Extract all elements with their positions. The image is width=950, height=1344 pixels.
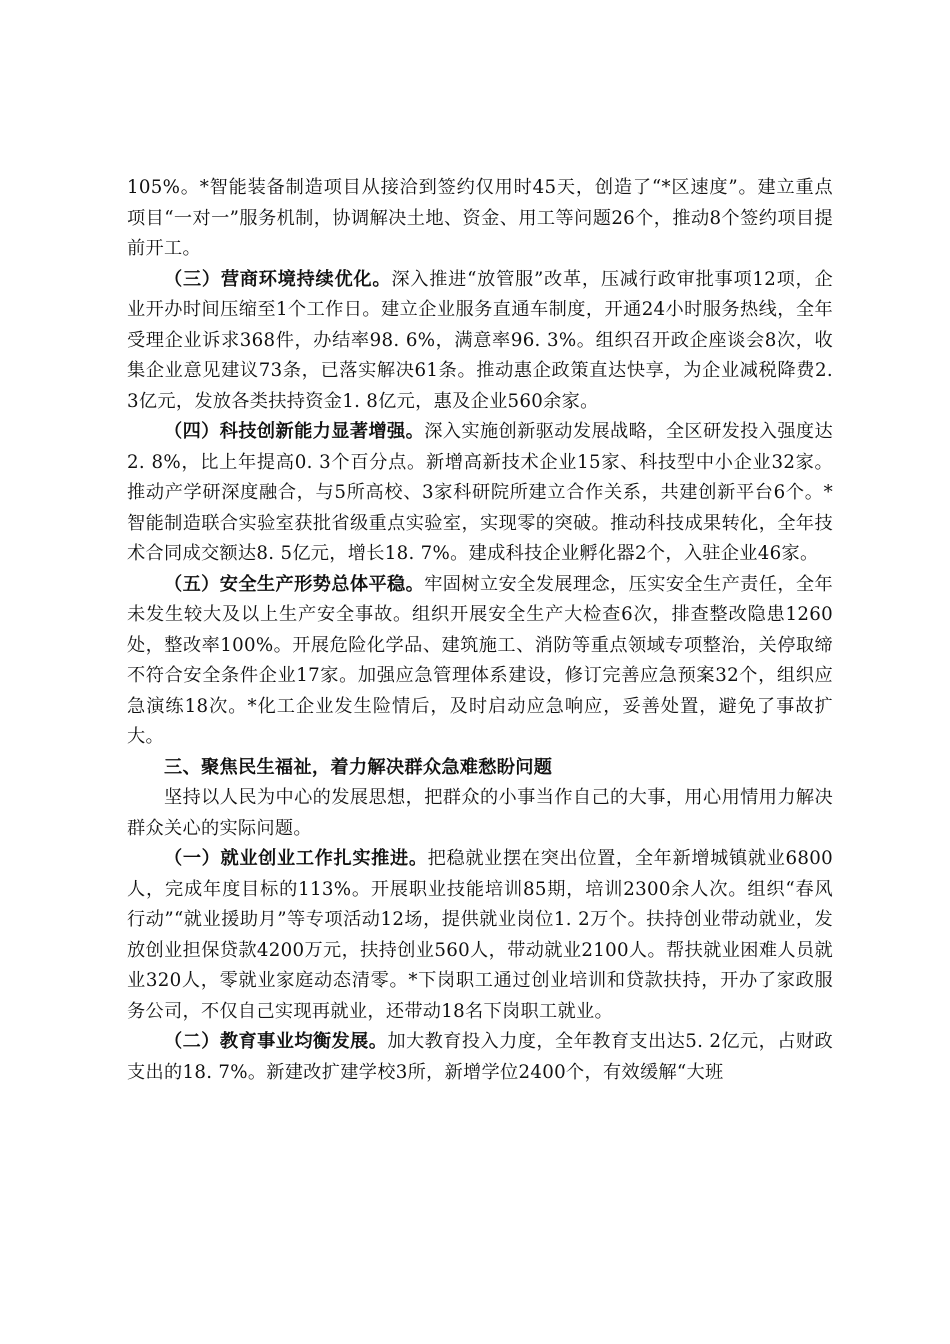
section-heading: 三、聚焦民生福祉，着力解决群众急难愁盼问题 (164, 756, 553, 778)
paragraph-text: 牢固树立安全发展理念，压实安全生产责任，全年未发生较大及以上生产安全事故。组织开展安全生产大检查6次，排查整改隐患1260处，整改率100%。开展危险化学品、建筑施工、消防等重点领域专项整治，关停取缔不符合安全条件企业17家。加强应急管理体系建设，修订完善应急预案32个，组织应急演练18次。*化工企业发生险情后，及时启动应急响应，妥善处置，避免了事故扩大。 (127, 573, 833, 747)
paragraph-text: 深入实施创新驱动发展战略，全区研发投入强度达2. 8%，比上年提高0. 3个百分点。新增高新技术企业15家、科技型中小企业32家。推动产学研深度融合，与5所高校、3家科研院所建立合作关系，共建创新平台6个。*智能制造联合实验室获批省级重点实验室，实现零的突破。推动科技成果转化，全年技术合同成交额达8. 5亿元，增长18. 7%。建成科技企业孵化器2个，入驻企业46家。 (127, 421, 833, 564)
paragraph-tech-innovation (127, 417, 833, 570)
document-page (127, 173, 833, 1088)
paragraph-text: 把稳就业摆在突出位置，全年新增城镇就业6800人，完成年度目标的113%。开展职业技能培训85期，培训2300余人次。组织“春风行动”“就业援助月”等专项活动12场，提供就业岗位1. 2万个。扶持创业带动就业，发放创业担保贷款4200万元，扶持创业560人，带动就业2100人。帮扶就业困难人员就业320人，零就业家庭动态清零。*下岗职工通过创业培训和贷款扶持，开办了家政服务公司，不仅自己实现再就业，还带动18名下岗职工就业。 (127, 848, 833, 1022)
paragraph-lead: （二）教育事业均衡发展。 (164, 1031, 388, 1052)
paragraph-text: 坚持以人民为中心的发展思想，把群众的小事当作自己的大事，用心用情用力解决群众关心的实际问题。 (127, 787, 833, 839)
paragraph-employment (127, 844, 833, 1027)
paragraph-continuation (127, 173, 833, 265)
paragraph-safety-production (127, 570, 833, 753)
paragraph-lead: （五）安全生产形势总体平稳。 (164, 573, 425, 595)
paragraph-business-environment (127, 265, 833, 418)
paragraph-lead: （三）营商环境持续优化。 (164, 268, 392, 290)
paragraph-lead: （四）科技创新能力显著增强。 (164, 421, 425, 442)
paragraph-text: 加大教育投入力度，全年教育支出达5. 2亿元，占财政支出的18. 7%。新建改扩建学校3所，新增学位2400个，有效缓解“大班 (127, 1031, 833, 1083)
paragraph-text: 深入推进“放管服”改革，压减行政审批事项12项，企业开办时间压缩至1个工作日。建立企业服务直通车制度，开通24小时服务热线，全年受理企业诉求368件，办结率98. 6%，满意率96. 3%。组织召开政企座谈会8次，收集企业意见建议73条，已落实解决61条。推动惠企政策直达快享，为企业减税降费2. 3亿元，发放各类扶持资金1. 8亿元，惠及企业560余家。 (127, 268, 833, 412)
paragraph-section-intro (127, 783, 833, 844)
paragraph-education (127, 1027, 833, 1088)
paragraph-text: 105%。*智能装备制造项目从接洽到签约仅用时45天，创造了“*区速度”。建立重点项目“一对一”服务机制，协调解决土地、资金、用工等问题26个，推动8个签约项目提前开工。 (127, 177, 833, 259)
paragraph-lead: （一）就业创业工作扎实推进。 (164, 848, 428, 869)
